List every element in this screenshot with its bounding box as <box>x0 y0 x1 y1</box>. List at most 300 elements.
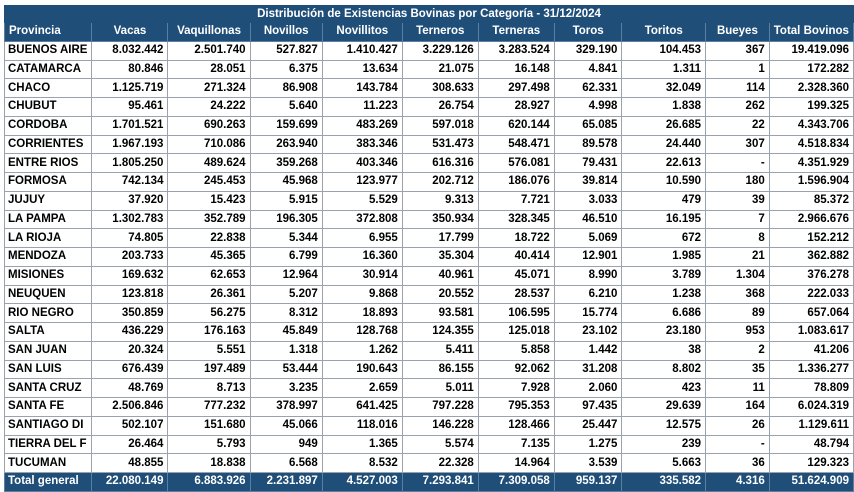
value-cell[interactable]: 3.789 <box>622 266 706 285</box>
column-header[interactable]: Vaquillonas <box>168 23 250 42</box>
value-cell[interactable]: 41.206 <box>769 341 853 360</box>
value-cell[interactable]: 1.365 <box>322 435 402 454</box>
value-cell[interactable]: 4.841 <box>554 60 622 79</box>
value-cell[interactable]: 23.102 <box>554 323 622 342</box>
value-cell[interactable]: 202.712 <box>402 173 478 192</box>
value-cell[interactable]: 85.372 <box>769 191 853 210</box>
value-cell[interactable]: 9.313 <box>402 191 478 210</box>
value-cell[interactable]: 11 <box>706 379 770 398</box>
value-cell[interactable]: 65.085 <box>554 116 622 135</box>
value-cell[interactable]: 362.882 <box>769 248 853 267</box>
value-cell[interactable]: 5.344 <box>250 229 322 248</box>
value-cell[interactable]: 124.355 <box>402 323 478 342</box>
value-cell[interactable]: 62.653 <box>168 266 250 285</box>
province-cell[interactable]: CATAMARCA <box>5 60 92 79</box>
value-cell[interactable]: 14.964 <box>478 454 554 473</box>
value-cell[interactable]: 1.805.250 <box>92 154 168 173</box>
value-cell[interactable]: 190.643 <box>322 360 402 379</box>
value-cell[interactable]: 22.613 <box>622 154 706 173</box>
value-cell[interactable]: 104.453 <box>622 41 706 60</box>
value-cell[interactable]: 26.361 <box>168 285 250 304</box>
value-cell[interactable]: 28.927 <box>478 98 554 117</box>
value-cell[interactable]: 197.489 <box>168 360 250 379</box>
province-cell[interactable]: MENDOZA <box>5 248 92 267</box>
value-cell[interactable]: 19.419.096 <box>769 41 853 60</box>
value-cell[interactable]: 40.961 <box>402 266 478 285</box>
value-cell[interactable]: 18.722 <box>478 229 554 248</box>
value-cell[interactable]: 29.639 <box>622 398 706 417</box>
value-cell[interactable]: 2 <box>706 341 770 360</box>
value-cell[interactable]: 86.908 <box>250 79 322 98</box>
value-cell[interactable]: 239 <box>622 435 706 454</box>
value-cell[interactable]: 97.435 <box>554 398 622 417</box>
column-header[interactable]: Toros <box>554 23 622 42</box>
value-cell[interactable]: 7 <box>706 210 770 229</box>
column-header[interactable]: Novillitos <box>322 23 402 42</box>
value-cell[interactable]: 20.324 <box>92 341 168 360</box>
value-cell[interactable]: 18.893 <box>322 304 402 323</box>
province-cell[interactable]: SANTIAGO DI <box>5 416 92 435</box>
value-cell[interactable]: 32.049 <box>622 79 706 98</box>
value-cell[interactable]: 9.868 <box>322 285 402 304</box>
title-row <box>5 6 854 23</box>
value-cell[interactable]: 1.410.427 <box>322 41 402 60</box>
province-cell[interactable]: CHUBUT <box>5 98 92 117</box>
total-cell[interactable]: 51.624.909 <box>769 473 853 492</box>
province-cell[interactable]: CORDOBA <box>5 116 92 135</box>
value-cell[interactable]: 80.846 <box>92 60 168 79</box>
province-cell[interactable]: SALTA <box>5 323 92 342</box>
total-cell[interactable]: 22.080.149 <box>92 473 168 492</box>
value-cell[interactable]: 3.283.524 <box>478 41 554 60</box>
table-row <box>5 191 854 210</box>
value-cell[interactable]: 186.076 <box>478 173 554 192</box>
value-cell[interactable]: 4.518.834 <box>769 135 853 154</box>
value-cell[interactable]: 4.998 <box>554 98 622 117</box>
value-cell[interactable]: 21.075 <box>402 60 478 79</box>
total-cell[interactable]: 2.231.897 <box>250 473 322 492</box>
value-cell[interactable]: 263.940 <box>250 135 322 154</box>
value-cell[interactable]: 89.578 <box>554 135 622 154</box>
value-cell[interactable]: 367 <box>706 41 770 60</box>
value-cell[interactable]: 45.066 <box>250 416 322 435</box>
value-cell[interactable]: 271.324 <box>168 79 250 98</box>
value-cell[interactable]: 262 <box>706 98 770 117</box>
value-cell[interactable]: 1 <box>706 60 770 79</box>
value-cell[interactable]: 6.568 <box>250 454 322 473</box>
total-cell[interactable]: 959.137 <box>554 473 622 492</box>
value-cell[interactable]: 12.901 <box>554 248 622 267</box>
table-title[interactable]: Distribución de Existencias Bovinas por Categoría - 31/12/2024 <box>5 6 854 23</box>
value-cell[interactable]: 6.375 <box>250 60 322 79</box>
value-cell[interactable]: 1.336.277 <box>769 360 853 379</box>
value-cell[interactable]: 5.574 <box>402 435 478 454</box>
value-cell[interactable]: 6.024.319 <box>769 398 853 417</box>
table-row <box>5 154 854 173</box>
column-header[interactable]: Toritos <box>622 23 706 42</box>
value-cell[interactable]: 13.634 <box>322 60 402 79</box>
total-cell[interactable]: 7.309.058 <box>478 473 554 492</box>
column-header[interactable]: Terneros <box>402 23 478 42</box>
value-cell[interactable]: 3.235 <box>250 379 322 398</box>
spreadsheet <box>4 5 854 492</box>
value-cell[interactable]: 8 <box>706 229 770 248</box>
column-header[interactable]: Total Bovinos <box>769 23 853 42</box>
total-cell[interactable]: 6.883.926 <box>168 473 250 492</box>
value-cell[interactable]: 169.632 <box>92 266 168 285</box>
value-cell[interactable]: 53.444 <box>250 360 322 379</box>
value-cell[interactable]: 5.551 <box>168 341 250 360</box>
value-cell[interactable]: 1.967.193 <box>92 135 168 154</box>
table-row <box>5 323 854 342</box>
value-cell[interactable]: 742.134 <box>92 173 168 192</box>
value-cell[interactable]: 176.163 <box>168 323 250 342</box>
value-cell[interactable]: 16.360 <box>322 248 402 267</box>
value-cell[interactable]: 329.190 <box>554 41 622 60</box>
value-cell[interactable]: 203.733 <box>92 248 168 267</box>
value-cell[interactable]: 1.985 <box>622 248 706 267</box>
value-cell[interactable]: 5.915 <box>250 191 322 210</box>
total-cell[interactable]: 4.316 <box>706 473 770 492</box>
value-cell[interactable]: 8.032.442 <box>92 41 168 60</box>
value-cell[interactable]: 5.529 <box>322 191 402 210</box>
value-cell[interactable]: 489.624 <box>168 154 250 173</box>
value-cell[interactable]: 123.977 <box>322 173 402 192</box>
value-cell[interactable]: 1.442 <box>554 341 622 360</box>
value-cell[interactable]: 5.858 <box>478 341 554 360</box>
value-cell[interactable]: 328.345 <box>478 210 554 229</box>
table-row <box>5 341 854 360</box>
value-cell[interactable]: 6.955 <box>322 229 402 248</box>
total-label[interactable]: Total general <box>5 473 92 492</box>
province-cell[interactable]: SAN LUIS <box>5 360 92 379</box>
value-cell[interactable]: 5.011 <box>402 379 478 398</box>
province-cell[interactable]: SAN JUAN <box>5 341 92 360</box>
column-header[interactable]: Provincia <box>5 23 92 42</box>
bovine-stock-table <box>4 5 854 492</box>
value-cell[interactable]: 164 <box>706 398 770 417</box>
value-cell[interactable]: 172.282 <box>769 60 853 79</box>
province-cell[interactable]: NEUQUEN <box>5 285 92 304</box>
value-cell[interactable]: 129.323 <box>769 454 853 473</box>
value-cell[interactable]: 5.663 <box>622 454 706 473</box>
value-cell[interactable]: 5.207 <box>250 285 322 304</box>
value-cell[interactable]: 3.229.126 <box>402 41 478 60</box>
value-cell[interactable]: 502.107 <box>92 416 168 435</box>
value-cell[interactable]: 307 <box>706 135 770 154</box>
value-cell[interactable]: 3.033 <box>554 191 622 210</box>
value-cell[interactable]: 2.966.676 <box>769 210 853 229</box>
table-row <box>5 248 854 267</box>
value-cell[interactable]: 7.721 <box>478 191 554 210</box>
province-cell[interactable]: TUCUMAN <box>5 454 92 473</box>
value-cell[interactable]: 30.914 <box>322 266 402 285</box>
value-cell[interactable]: 123.818 <box>92 285 168 304</box>
value-cell[interactable]: 48.855 <box>92 454 168 473</box>
value-cell[interactable]: 16.195 <box>622 210 706 229</box>
table-row <box>5 379 854 398</box>
value-cell[interactable]: 436.229 <box>92 323 168 342</box>
value-cell[interactable]: 383.346 <box>322 135 402 154</box>
value-cell[interactable]: 479 <box>622 191 706 210</box>
value-cell[interactable]: 690.263 <box>168 116 250 135</box>
province-cell[interactable]: LA PAMPA <box>5 210 92 229</box>
value-cell[interactable]: 62.331 <box>554 79 622 98</box>
province-cell[interactable]: ENTRE RIOS <box>5 154 92 173</box>
value-cell[interactable]: 40.414 <box>478 248 554 267</box>
value-cell[interactable]: 26 <box>706 416 770 435</box>
value-cell[interactable]: 180 <box>706 173 770 192</box>
value-cell[interactable]: 86.155 <box>402 360 478 379</box>
table-row <box>5 98 854 117</box>
value-cell[interactable]: 1.701.521 <box>92 116 168 135</box>
table-row <box>5 304 854 323</box>
value-cell[interactable]: 48.769 <box>92 379 168 398</box>
value-cell[interactable]: 710.086 <box>168 135 250 154</box>
value-cell[interactable]: 18.838 <box>168 454 250 473</box>
table-row <box>5 454 854 473</box>
value-cell[interactable]: 378.997 <box>250 398 322 417</box>
value-cell[interactable]: 1.318 <box>250 341 322 360</box>
table-row <box>5 173 854 192</box>
value-cell[interactable]: - <box>706 154 770 173</box>
table-row <box>5 416 854 435</box>
value-cell[interactable]: 1.129.611 <box>769 416 853 435</box>
value-cell[interactable]: 159.699 <box>250 116 322 135</box>
value-cell[interactable]: 1.302.783 <box>92 210 168 229</box>
value-cell[interactable]: 196.305 <box>250 210 322 229</box>
value-cell[interactable]: 4.351.929 <box>769 154 853 173</box>
value-cell[interactable]: 368 <box>706 285 770 304</box>
value-cell[interactable]: 1.238 <box>622 285 706 304</box>
value-cell[interactable]: 128.768 <box>322 323 402 342</box>
value-cell[interactable]: 35 <box>706 360 770 379</box>
value-cell[interactable]: 953 <box>706 323 770 342</box>
value-cell[interactable]: 2.060 <box>554 379 622 398</box>
value-cell[interactable]: 8.990 <box>554 266 622 285</box>
value-cell[interactable]: 38 <box>622 341 706 360</box>
value-cell[interactable]: 24.222 <box>168 98 250 117</box>
value-cell[interactable]: 527.827 <box>250 41 322 60</box>
value-cell[interactable]: 616.316 <box>402 154 478 173</box>
value-cell[interactable]: 350.934 <box>402 210 478 229</box>
province-cell[interactable]: MISIONES <box>5 266 92 285</box>
value-cell[interactable]: 22.328 <box>402 454 478 473</box>
value-cell[interactable]: 28.537 <box>478 285 554 304</box>
province-cell[interactable]: FORMOSA <box>5 173 92 192</box>
value-cell[interactable]: 17.799 <box>402 229 478 248</box>
value-cell[interactable]: 376.278 <box>769 266 853 285</box>
value-cell[interactable]: - <box>706 435 770 454</box>
value-cell[interactable]: 79.431 <box>554 154 622 173</box>
province-cell[interactable]: TIERRA DEL F <box>5 435 92 454</box>
value-cell[interactable]: 24.440 <box>622 135 706 154</box>
value-cell[interactable]: 1.275 <box>554 435 622 454</box>
value-cell[interactable]: 28.051 <box>168 60 250 79</box>
value-cell[interactable]: 48.794 <box>769 435 853 454</box>
column-header[interactable]: Vacas <box>92 23 168 42</box>
value-cell[interactable]: 8.532 <box>322 454 402 473</box>
value-cell[interactable]: 125.018 <box>478 323 554 342</box>
header-row <box>5 23 854 42</box>
value-cell[interactable]: 6.799 <box>250 248 322 267</box>
value-cell[interactable]: 6.210 <box>554 285 622 304</box>
value-cell[interactable]: 45.365 <box>168 248 250 267</box>
value-cell[interactable]: 1.596.904 <box>769 173 853 192</box>
value-cell[interactable]: 795.353 <box>478 398 554 417</box>
value-cell[interactable]: 1.838 <box>622 98 706 117</box>
value-cell[interactable]: 10.590 <box>622 173 706 192</box>
value-cell[interactable]: 483.269 <box>322 116 402 135</box>
value-cell[interactable]: 1.125.719 <box>92 79 168 98</box>
value-cell[interactable]: 26.754 <box>402 98 478 117</box>
value-cell[interactable]: 672 <box>622 229 706 248</box>
value-cell[interactable]: 5.793 <box>168 435 250 454</box>
value-cell[interactable]: 12.964 <box>250 266 322 285</box>
value-cell[interactable]: 46.510 <box>554 210 622 229</box>
value-cell[interactable]: 74.805 <box>92 229 168 248</box>
value-cell[interactable]: 676.439 <box>92 360 168 379</box>
value-cell[interactable]: 26.464 <box>92 435 168 454</box>
value-cell[interactable]: 5.640 <box>250 98 322 117</box>
value-cell[interactable]: 143.784 <box>322 79 402 98</box>
table-row <box>5 210 854 229</box>
value-cell[interactable]: 152.212 <box>769 229 853 248</box>
value-cell[interactable]: 222.033 <box>769 285 853 304</box>
value-cell[interactable]: 199.325 <box>769 98 853 117</box>
value-cell[interactable]: 151.680 <box>168 416 250 435</box>
value-cell[interactable]: 93.581 <box>402 304 478 323</box>
value-cell[interactable]: 20.552 <box>402 285 478 304</box>
value-cell[interactable]: 372.808 <box>322 210 402 229</box>
value-cell[interactable]: 78.809 <box>769 379 853 398</box>
value-cell[interactable]: 39.814 <box>554 173 622 192</box>
value-cell[interactable]: 31.208 <box>554 360 622 379</box>
value-cell[interactable]: 3.539 <box>554 454 622 473</box>
value-cell[interactable]: 56.275 <box>168 304 250 323</box>
value-cell[interactable]: 2.328.360 <box>769 79 853 98</box>
value-cell[interactable]: 531.473 <box>402 135 478 154</box>
table-row <box>5 360 854 379</box>
value-cell[interactable]: 16.148 <box>478 60 554 79</box>
value-cell[interactable]: 576.081 <box>478 154 554 173</box>
value-cell[interactable]: 146.228 <box>402 416 478 435</box>
value-cell[interactable]: 22 <box>706 116 770 135</box>
province-cell[interactable]: BUENOS AIRE <box>5 41 92 60</box>
total-cell[interactable]: 335.582 <box>622 473 706 492</box>
value-cell[interactable]: 352.789 <box>168 210 250 229</box>
value-cell[interactable]: 5.411 <box>402 341 478 360</box>
value-cell[interactable]: 350.859 <box>92 304 168 323</box>
province-cell[interactable]: SANTA CRUZ <box>5 379 92 398</box>
value-cell[interactable]: 45.071 <box>478 266 554 285</box>
value-cell[interactable]: 1.311 <box>622 60 706 79</box>
province-cell[interactable]: SANTA FE <box>5 398 92 417</box>
value-cell[interactable]: 45.968 <box>250 173 322 192</box>
value-cell[interactable]: 114 <box>706 79 770 98</box>
value-cell[interactable]: 8.713 <box>168 379 250 398</box>
value-cell[interactable]: 620.144 <box>478 116 554 135</box>
total-cell[interactable]: 4.527.003 <box>322 473 402 492</box>
value-cell[interactable]: 797.228 <box>402 398 478 417</box>
value-cell[interactable]: 403.346 <box>322 154 402 173</box>
table-row <box>5 229 854 248</box>
value-cell[interactable]: 597.018 <box>402 116 478 135</box>
value-cell[interactable]: 297.498 <box>478 79 554 98</box>
value-cell[interactable]: 39 <box>706 191 770 210</box>
value-cell[interactable]: 37.920 <box>92 191 168 210</box>
value-cell[interactable]: 1.262 <box>322 341 402 360</box>
value-cell[interactable]: 26.685 <box>622 116 706 135</box>
value-cell[interactable]: 92.062 <box>478 360 554 379</box>
value-cell[interactable]: 89 <box>706 304 770 323</box>
value-cell[interactable]: 7.928 <box>478 379 554 398</box>
value-cell[interactable]: 22.838 <box>168 229 250 248</box>
province-cell[interactable]: CHACO <box>5 79 92 98</box>
value-cell[interactable]: 15.423 <box>168 191 250 210</box>
value-cell[interactable]: 7.135 <box>478 435 554 454</box>
column-header[interactable]: Novillos <box>250 23 322 42</box>
value-cell[interactable]: 5.069 <box>554 229 622 248</box>
value-cell[interactable]: 128.466 <box>478 416 554 435</box>
value-cell[interactable]: 359.268 <box>250 154 322 173</box>
value-cell[interactable]: 641.425 <box>322 398 402 417</box>
value-cell[interactable]: 118.016 <box>322 416 402 435</box>
value-cell[interactable]: 423 <box>622 379 706 398</box>
value-cell[interactable]: 1.304 <box>706 266 770 285</box>
value-cell[interactable]: 245.453 <box>168 173 250 192</box>
table-row <box>5 60 854 79</box>
value-cell[interactable]: 45.849 <box>250 323 322 342</box>
value-cell[interactable]: 21 <box>706 248 770 267</box>
value-cell[interactable]: 6.686 <box>622 304 706 323</box>
value-cell[interactable]: 11.223 <box>322 98 402 117</box>
column-header[interactable]: Bueyes <box>706 23 770 42</box>
table-row <box>5 435 854 454</box>
value-cell[interactable]: 35.304 <box>402 248 478 267</box>
value-cell[interactable]: 95.461 <box>92 98 168 117</box>
value-cell[interactable]: 12.575 <box>622 416 706 435</box>
value-cell[interactable]: 2.506.846 <box>92 398 168 417</box>
total-cell[interactable]: 7.293.841 <box>402 473 478 492</box>
value-cell[interactable]: 949 <box>250 435 322 454</box>
value-cell[interactable]: 308.633 <box>402 79 478 98</box>
value-cell[interactable]: 15.774 <box>554 304 622 323</box>
value-cell[interactable]: 106.595 <box>478 304 554 323</box>
table-row <box>5 41 854 60</box>
province-cell[interactable]: LA RIOJA <box>5 229 92 248</box>
value-cell[interactable]: 548.471 <box>478 135 554 154</box>
value-cell[interactable]: 25.447 <box>554 416 622 435</box>
value-cell[interactable]: 36 <box>706 454 770 473</box>
value-cell[interactable]: 4.343.706 <box>769 116 853 135</box>
value-cell[interactable]: 2.659 <box>322 379 402 398</box>
province-cell[interactable]: RIO NEGRO <box>5 304 92 323</box>
value-cell[interactable]: 8.802 <box>622 360 706 379</box>
table-row <box>5 79 854 98</box>
province-cell[interactable]: CORRIENTES <box>5 135 92 154</box>
value-cell[interactable]: 8.312 <box>250 304 322 323</box>
column-header[interactable]: Terneras <box>478 23 554 42</box>
value-cell[interactable]: 657.064 <box>769 304 853 323</box>
province-cell[interactable]: JUJUY <box>5 191 92 210</box>
value-cell[interactable]: 777.232 <box>168 398 250 417</box>
table-row <box>5 285 854 304</box>
table-row <box>5 266 854 285</box>
value-cell[interactable]: 1.083.617 <box>769 323 853 342</box>
value-cell[interactable]: 23.180 <box>622 323 706 342</box>
value-cell[interactable]: 2.501.740 <box>168 41 250 60</box>
